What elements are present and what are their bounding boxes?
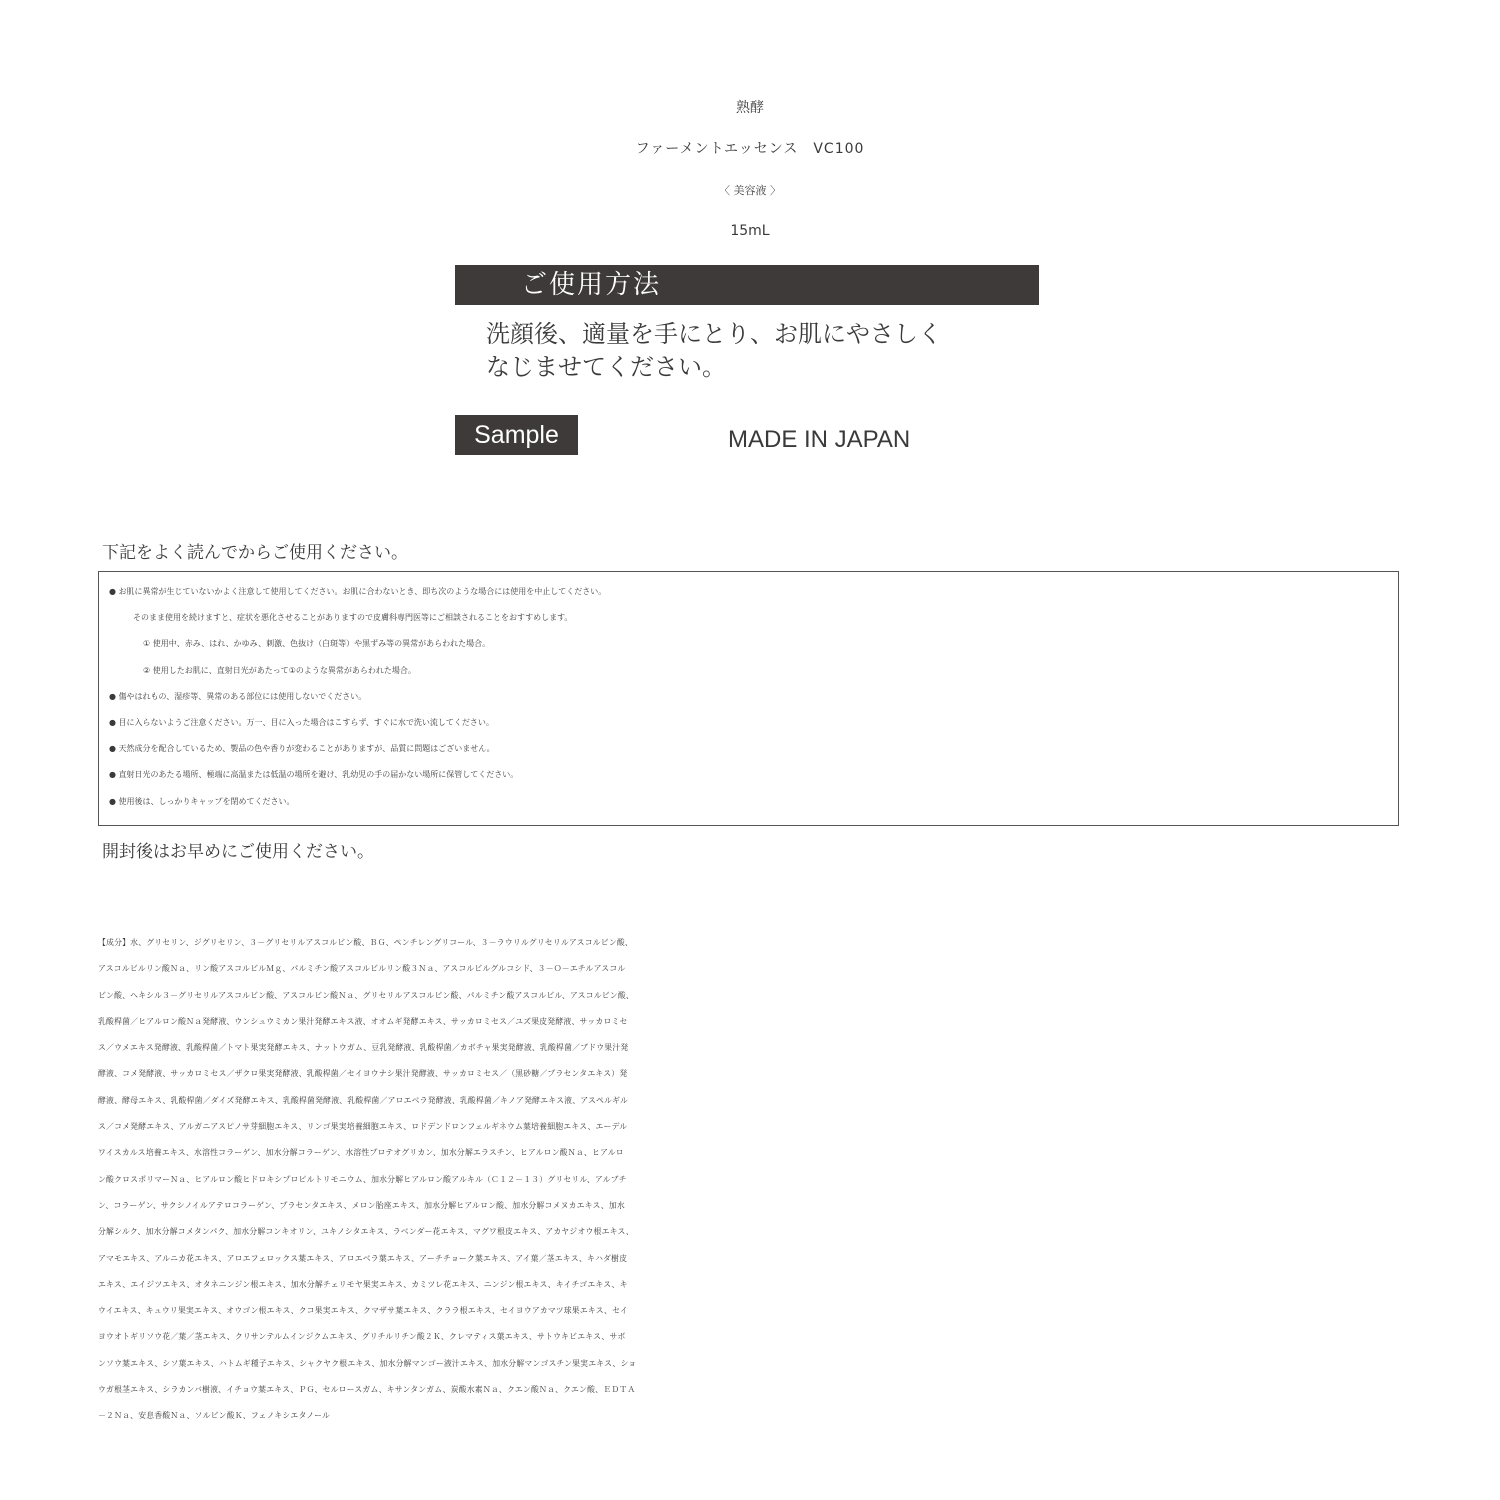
ingredients-line: 酵液、酵母エキス、乳酸桿菌／ダイズ発酵エキス、乳酸桿菌発酵液、乳酸桿菌／アロエベラ発酵液、乳酸桿菌／キノア発酵エキス液、アスペルギル [98, 1095, 629, 1105]
ingredients-line: －２Ｎａ、安息香酸Ｎａ、ソルビン酸Ｋ、フェノキシエタノール [98, 1411, 331, 1421]
ingredients-line: ン酸クロスポリマーＮａ、ヒアルロン酸ヒドロキシプロピルトリモニウム、加水分解ヒアルロン酸アルキル（Ｃ１２－１３）グリセリル、アルブチ [98, 1174, 627, 1184]
product-name: ファーメントエッセンス VC100 [635, 141, 865, 157]
ingredients-line: 分解シルク、加水分解コメタンパク、加水分解コンキオリン、ユキノシタエキス、ラベンダー花エキス、マグワ根皮エキス、アカヤジオウ根エキス、 [98, 1227, 634, 1237]
product-category: 〈 美容液 〉 [719, 184, 781, 197]
caution-line: ● 使用後は、しっかりキャップを閉めてください。 [109, 796, 295, 806]
brand-name: 熟酵 [736, 100, 764, 116]
caution-line: ● お肌に異常が生じていないかよく注意して使用してください。お肌に合わないとき、即ち次のような場合には使用を中止してください。 [109, 587, 607, 596]
caution-intro: 下記をよく読んでからご使用ください。 [102, 543, 408, 563]
origin-label: MADE IN JAPAN [728, 426, 911, 453]
ingredients-line: 乳酸桿菌／ヒアルロン酸Ｎａ発酵液、ウンシュウミカン果汁発酵エキス液、オオムギ発酵エキス、サッカロミセス／ユズ果皮発酵液、サッカロミセ [98, 1016, 628, 1026]
sample-badge: Sample [455, 415, 578, 455]
ingredients-line: 【成分】水、グリセリン、ジグリセリン、３－グリセリルアスコルビン酸、ＢＧ、ペンチレングリコール、３－ラウリルグリセリルアスコルビン酸、 [98, 938, 633, 947]
ingredients-line: 酵液、コメ発酵液、サッカロミセス／ザクロ果実発酵液、乳酸桿菌／セイヨウナシ果汁発酵液、サッカロミセス／（黒砂糖／プラセンタエキス）発 [98, 1069, 628, 1079]
caution-line: そのまま使用を続けますと、症状を悪化させることがありますので皮膚科専門医等にご相談されることをおすすめします。 [133, 613, 573, 623]
ingredients-line: ワイスカルス培養エキス、水溶性コラーゲン、加水分解コラーゲン、水溶性プロテオグリカン、加水分解エラスチン、ヒアルロン酸Ｎａ、ヒアルロ [98, 1148, 624, 1158]
product-header [0, 88, 1500, 252]
caution-line: ● 直射日光のあたる場所、極端に高温または低温の場所を避け、乳幼児の手の届かない場所に保管してください。 [109, 770, 519, 780]
caution-line: ● 傷やはれもの、湿疹等、異常のある部位には使用しないでください。 [109, 691, 367, 701]
ingredients-line: アマモエキス、アルニカ花エキス、アロエフェロックス葉エキス、アロエベラ葉エキス、アーチチョーク葉エキス、アイ葉／茎エキス、キハダ樹皮 [98, 1253, 628, 1263]
product-volume: 15mL [730, 223, 770, 239]
ingredients-line: ウガ根茎エキス、シラカンバ樹液、イチョウ葉エキス、ＰＧ、セルロースガム、キサンタンガム、炭酸水素Ｎａ、クエン酸Ｎａ、クエン酸、ＥＤＴＡ [98, 1385, 636, 1395]
ingredients-line: ヨウオトギリソウ花／葉／茎エキス、クリサンテルムインジクムエキス、グリチルリチン酸２Ｋ、クレマティス葉エキス、サトウキビエキス、サボ [98, 1332, 626, 1342]
ingredients-line: エキス、エイジツエキス、オタネニンジン根エキス、加水分解チェリモヤ果実エキス、カミツレ花エキス、ニンジン根エキス、キイチゴエキス、キ [98, 1279, 628, 1289]
caution-box [98, 571, 1399, 826]
ingredients-line: ウイエキス、キュウリ果実エキス、オウゴン根エキス、クコ果実エキス、クマザサ葉エキス、クララ根エキス、セイヨウアカマツ球果エキス、セイ [98, 1306, 628, 1316]
usage-instructions [486, 318, 1046, 384]
ingredients-line: ス／コメ発酵エキス、アルガニアスピノサ芽細胞エキス、リンゴ果実培養細胞エキス、ロドデンドロンフェルギネウム葉培養細胞エキス、エーデル [98, 1122, 628, 1132]
usage-heading: ご使用方法 [455, 265, 1039, 305]
ingredients-list [98, 930, 1408, 1430]
ingredients-line: ス／ウメエキス発酵液、乳酸桿菌／トマト果実発酵エキス、ナットウガム、豆乳発酵液、乳酸桿菌／カボチャ果実発酵液、乳酸桿菌／ブドウ果汁発 [98, 1043, 629, 1053]
usage-line: なじませてください。 [486, 353, 726, 381]
ingredients-line: アスコルビルリン酸Ｎａ、リン酸アスコルビルＭｇ、パルミチン酸アスコルビルリン酸３Ｎａ、アスコルビルグルコシド、３－Ｏ－エチルアスコル [98, 964, 626, 974]
caution-line: ② 使用したお肌に、直射日光があたって①のような異常があらわれた場合。 [143, 665, 416, 675]
caution-line: ① 使用中、赤み、はれ、かゆみ、刺激、色抜け（白斑等）や黒ずみ等の異常があらわれた場合。 [143, 639, 491, 649]
ingredients-line: ビン酸、ヘキシル３－グリセリルアスコルビン酸、アスコルビン酸Ｎａ、グリセリルアスコルビン酸、パルミチン酸アスコルビル、アスコルビン酸、 [98, 990, 634, 1000]
caution-line: ● 天然成分を配合しているため、製品の色や香りが変わることがありますが、品質に問題はございません。 [109, 744, 495, 754]
ingredients-line: ン、コラーゲン、サクシノイルアテロコラーゲン、プラセンタエキス、メロン胎座エキス、加水分解ヒアルロン酸、加水分解コメヌカエキス、加水 [98, 1200, 625, 1210]
caution-line: ● 目に入らないようご注意ください。万一、目に入った場合はこすらず、すぐに水で洗い流してください。 [109, 718, 494, 728]
usage-line: 洗顔後、適量を手にとり、お肌にやさしく [486, 320, 942, 348]
after-opening-note: 開封後はお早めにご使用ください。 [102, 842, 374, 862]
ingredients-line: ンソウ葉エキス、シソ葉エキス、ハトムギ種子エキス、シャクヤク根エキス、加水分解マンゴー液汁エキス、加水分解マンゴスチン果実エキス、ショ [98, 1358, 637, 1368]
